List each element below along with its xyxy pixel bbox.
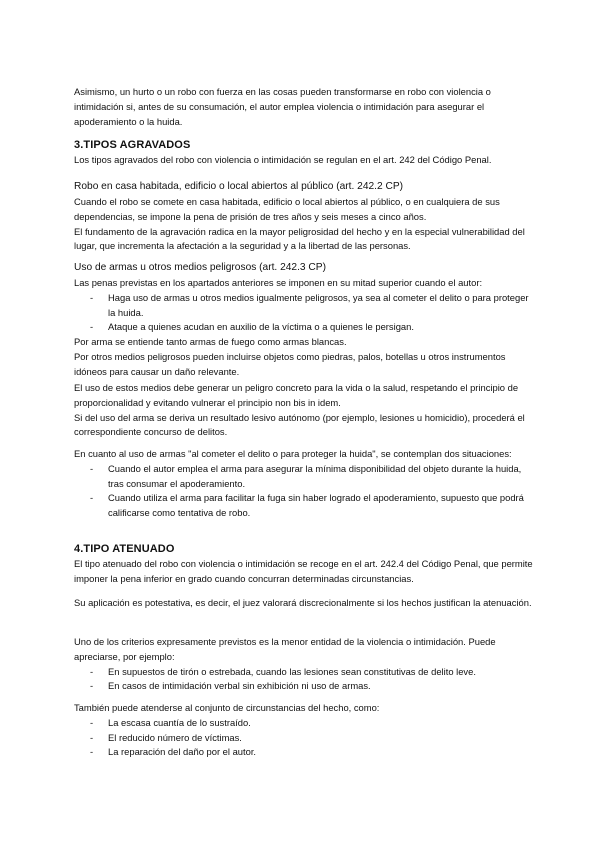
situaciones-list [74,462,534,521]
list-item: - Cuando utiliza el arma para facilitar la fuga sin haber logrado el apoderamiento, supuesto que podrá calificarse como tentativa de robo. [74,491,534,521]
circunstancias-block [74,701,534,760]
armas-list [74,291,534,335]
peligro-paragraph [74,381,534,440]
list-item: - En supuestos de tirón o estrebada, cuando las lesiones sean constitutivas de delito leve. [74,665,534,680]
situaciones-block [74,447,534,521]
paragraph: También puede atenderse al conjunto de circunstancias del hecho, como: [74,702,380,713]
list-item: - El reducido número de víctimas. [74,731,534,746]
criterios-list [74,665,534,695]
subsection-casa-habitada-heading: Robo en casa habitada, edificio o local abiertos al público (art. 242.2 CP) [74,181,404,192]
section-4-heading: 4.TIPO ATENUADO [74,543,175,555]
paragraph: Las penas previstas en los apartados anteriores se imponen en su mitad superior cuando el autor: [74,277,483,288]
list-item: - La escasa cuantía de lo sustraído. [74,716,534,731]
criterios-block [74,635,534,694]
paragraph: En cuanto al uso de armas "al cometer el delito o para proteger la huida", se contemplan dos situaciones: [74,448,512,459]
paragraph: El fundamento de la agravación radica en la mayor peligrosidad del hecho y en la especial vulnerabilidad del lugar, que incrementa la afectación a la seguridad y a la libertad de las personas. [74,225,525,252]
list-item: - Cuando el autor emplea el arma para asegurar la mínima disponibilidad del objeto durante la huida, tras consumar el apoderamiento. [74,462,534,492]
subsection-armas-heading: Uso de armas u otros medios peligrosos (art. 242.3 CP) [74,262,326,273]
potestativa-paragraph: Su aplicación es potestativa, es decir, el juez valorará discrecionalmente si los hechos justifican la atenuación. [74,597,532,608]
list-item: - La reparación del daño por el autor. [74,745,534,760]
section-4-lead: El tipo atenuado del robo con violencia o intimidación se recoge en el art. 242.4 del Código Penal, que permite imponer la pena inferior en grado cuando concurran determinadas circunstancias. [74,558,533,584]
paragraph: El uso de estos medios debe generar un peligro concreto para la vida o la salud, respetando el principio de proporcionalidad y evitando vulnerar el principio non bis in idem. [74,382,519,408]
list-item: - Haga uso de armas u otros medios igualmente peligrosos, ya sea al cometer el delito o para proteger la huida. [74,291,534,321]
circunstancias-list [74,716,534,760]
paragraph: Por otros medios peligrosos pueden incluirse objetos como piedras, palos, botellas u otros instrumentos idóneos para causar un daño relevante. [74,350,506,377]
paragraph: Uno de los criterios expresamente previstos es la menor entidad de la violencia o intimidación. Puede apreciarse, por ejemplo: [74,636,496,662]
section-3-heading: 3.TIPOS AGRAVADOS [74,139,191,151]
subsection-casa-habitada-body [74,195,534,254]
intro-paragraph: Asimismo, un hurto o un robo con fuerza en las cosas pueden transformarse en robo con violencia o intimidación si, antes de su consumación, el autor emplea violencia o intimidación para asegurar el apoderamiento o la huida. [74,86,491,127]
paragraph: Por arma se entiende tanto armas de fuego como armas blancas. [74,336,347,348]
list-item: - En casos de intimidación verbal sin exhibición ni uso de armas. [74,679,534,694]
list-item: - Ataque a quienes acudan en auxilio de la víctima o a quienes le persigan. [74,320,534,335]
paragraph: Si del uso del arma se deriva un resultado lesivo autónomo (por ejemplo, lesiones u homicidio), procederá el correspondiente concurso de delitos. [74,411,525,438]
subsection-armas-body [74,276,534,380]
section-3-lead: Los tipos agravados del robo con violencia o intimidación se regulan en el art. 242 del Código Penal. [74,154,492,165]
paragraph: Cuando el robo se comete en casa habitada, edificio o local abiertos al público, o en cualquiera de sus dependencias, se impone la pena de prisión de tres años y seis meses a cinco años. [74,196,500,222]
